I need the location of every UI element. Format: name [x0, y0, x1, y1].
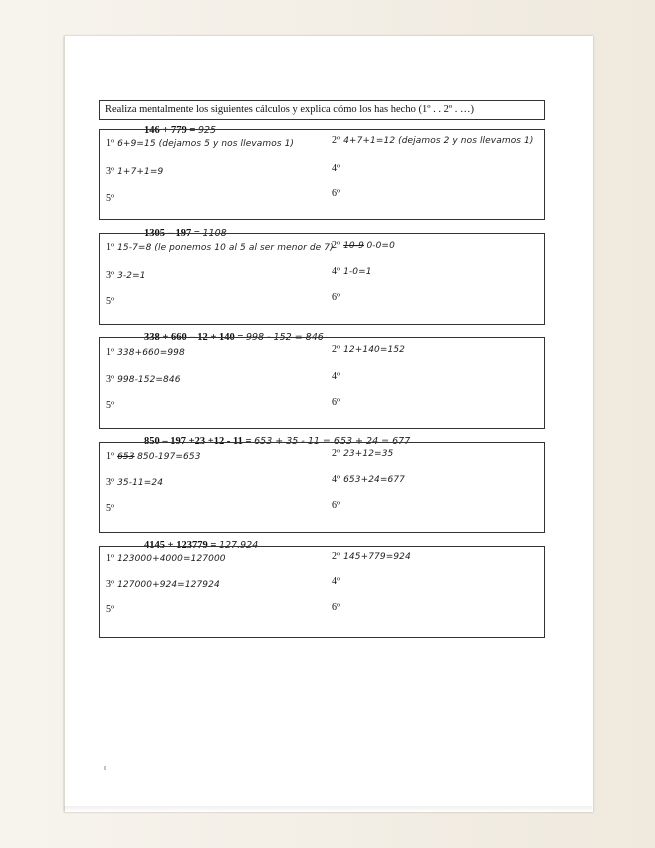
step-row: [106, 503, 117, 514]
step-answer: 998-152=846: [117, 375, 181, 385]
step-label: 4º: [332, 474, 341, 485]
exercise-expression: 1305 – 197 =: [144, 228, 200, 239]
step-label: 1º: [106, 242, 115, 253]
page-edge-shadow: [64, 806, 592, 812]
step-answer: 4+7+1=12 (dejamos 2 y nos llevamos 1): [343, 136, 534, 146]
crossed-out-answer: 10-9: [343, 241, 364, 251]
step-row: [106, 477, 163, 488]
step-answer: 6+9=15 (dejamos 5 y nos llevamos 1): [117, 139, 295, 149]
exercise-expression: 146 + 779 =: [144, 125, 196, 136]
step-row: [106, 604, 117, 615]
step-label: 1º: [106, 451, 115, 462]
step-row: [332, 240, 395, 251]
step-label: 5º: [106, 604, 115, 615]
step-label: 2º: [332, 551, 341, 562]
step-answer: 145+779=924: [343, 552, 411, 562]
exercise-expression: 4145 + 123779 =: [144, 540, 217, 551]
exercise-box: [99, 546, 545, 638]
step-answer: 338+660=998: [117, 348, 185, 358]
step-answer: 653+24=677: [343, 475, 405, 485]
step-label: 2º: [332, 135, 341, 146]
step-row: [106, 347, 185, 358]
step-row: [106, 138, 294, 149]
crossed-out-answer: 653: [117, 452, 135, 462]
instruction-header: Realiza mentalmente los siguientes cálculos y explica cómo los has hecho (1º . . 2º . …): [99, 100, 545, 120]
step-label: 4º: [332, 266, 341, 277]
step-row: [332, 500, 343, 511]
step-label: 6º: [332, 500, 341, 511]
step-label: 3º: [106, 374, 115, 385]
step-row: [332, 371, 343, 382]
step-row: [332, 188, 343, 199]
step-label: 4º: [332, 576, 341, 587]
exercise-box: [99, 442, 545, 533]
step-row: [332, 135, 534, 146]
step-label: 6º: [332, 397, 341, 408]
step-row: [106, 553, 226, 564]
step-label: 1º: [106, 138, 115, 149]
step-row: [332, 448, 393, 459]
step-answer: 3-2=1: [117, 271, 146, 281]
exercise-box: [99, 337, 545, 429]
step-label: 5º: [106, 193, 115, 204]
exercise-expression: 338 + 660 – 12 + 140 =: [144, 332, 244, 343]
step-label: 2º: [332, 240, 341, 251]
handwritten-answer: 1108: [202, 228, 227, 239]
step-row: [332, 397, 343, 408]
step-answer: 1-0=1: [343, 267, 372, 277]
handwritten-answer: 127.924: [218, 540, 259, 551]
step-label: 1º: [106, 347, 115, 358]
step-row: [332, 551, 411, 562]
scan-speck: [104, 766, 106, 770]
step-row: [106, 270, 146, 281]
step-label: 5º: [106, 503, 115, 514]
step-label: 1º: [106, 553, 115, 564]
step-row: [106, 579, 220, 590]
step-row: [332, 163, 343, 174]
step-label: 3º: [106, 477, 115, 488]
step-row: [332, 474, 405, 485]
step-label: 6º: [332, 188, 341, 199]
step-answer: 1+7+1=9: [117, 167, 164, 177]
exercise-box: [99, 129, 545, 220]
step-row: [106, 296, 117, 307]
step-row: [332, 266, 372, 277]
step-row: [332, 576, 343, 587]
step-answer: 123000+4000=127000: [117, 554, 226, 564]
step-label: 3º: [106, 166, 115, 177]
step-answer: 850-197=653: [137, 452, 201, 462]
step-row: [106, 400, 117, 411]
step-label: 5º: [106, 400, 115, 411]
step-row: [332, 344, 405, 355]
step-answer: 15-7=8 (le ponemos 10 al 5 al ser menor de 7): [117, 243, 334, 253]
step-label: 5º: [106, 296, 115, 307]
step-row: [106, 242, 334, 253]
step-label: 3º: [106, 270, 115, 281]
step-row: [106, 451, 201, 462]
step-answer: 0-0=0: [366, 241, 395, 251]
step-label: 6º: [332, 602, 341, 613]
step-answer: 12+140=152: [343, 345, 405, 355]
handwritten-answer: 653 + 35 - 11 = 653 + 24 = 677: [254, 436, 411, 447]
step-label: 4º: [332, 163, 341, 174]
exercise-expression: 850 – 197 +23 +12 - 11 =: [144, 436, 252, 447]
exercise-box: [99, 233, 545, 325]
step-label: 4º: [332, 371, 341, 382]
step-row: [332, 292, 343, 303]
step-label: 2º: [332, 344, 341, 355]
step-row: [106, 374, 181, 385]
step-label: 6º: [332, 292, 341, 303]
step-row: [332, 602, 343, 613]
step-row: [106, 166, 163, 177]
handwritten-answer: 998 - 152 = 846: [245, 332, 324, 343]
step-row: [106, 193, 117, 204]
step-answer: 23+12=35: [343, 449, 394, 459]
step-label: 2º: [332, 448, 341, 459]
step-label: 3º: [106, 579, 115, 590]
step-answer: 35-11=24: [117, 478, 164, 488]
handwritten-answer: 925: [197, 125, 217, 136]
step-answer: 127000+924=127924: [117, 580, 220, 590]
